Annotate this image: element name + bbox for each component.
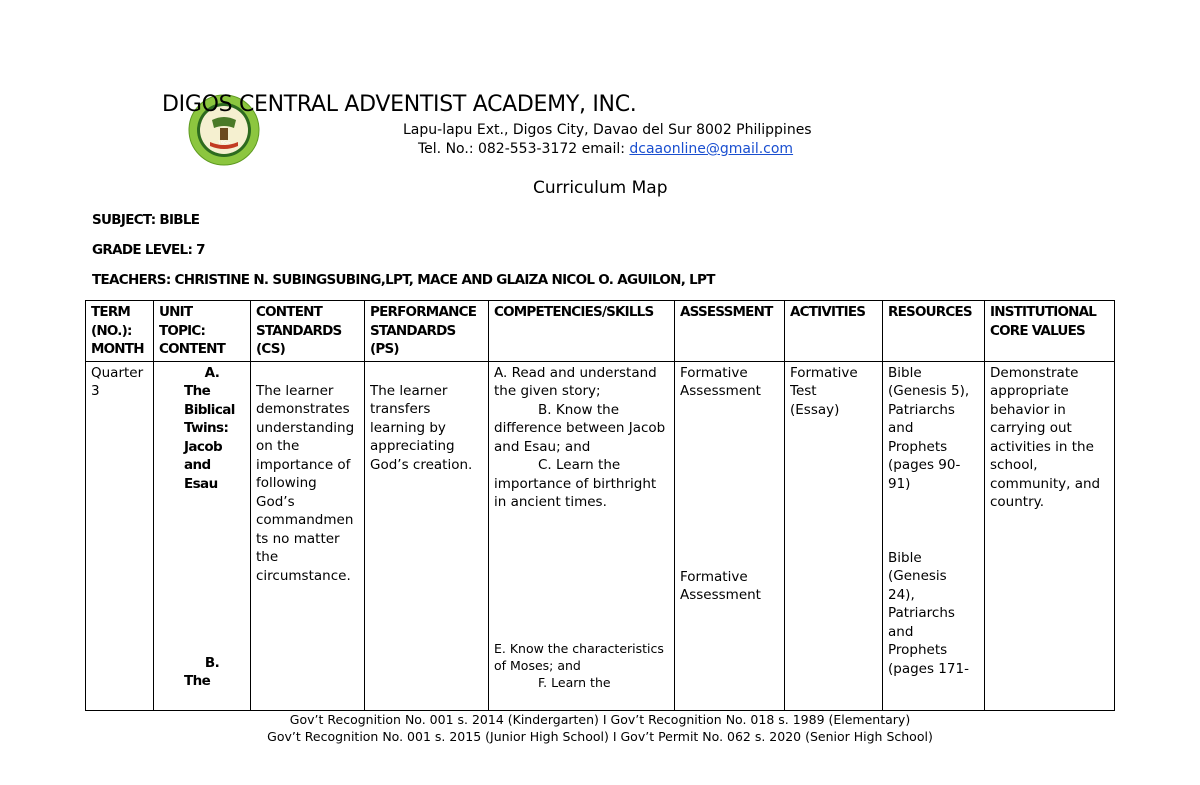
topic-b-title [184,672,210,690]
text-line: appreciating [370,438,455,454]
document-title: Curriculum Map [533,178,668,198]
header-unit-topic [154,301,251,362]
text-line: on the [256,438,300,454]
cell-term: Quarter 3 [86,361,154,710]
text-line: Esau [184,475,218,492]
text-line: Twins: [184,420,229,436]
assessment-1 [680,364,779,401]
text-line: appropriate [990,383,1069,399]
footer-recognition-line-1: Gov’t Recognition No. 001 s. 2014 (Kindergarten) I Gov’t Recognition No. 018 s. 1989 (Elementary) [289,712,911,727]
text-line: (Genesis 5), [888,383,970,399]
topic-a-letter: A. [204,364,220,381]
text-line: learning by [370,419,446,436]
cell-resources [883,361,985,710]
text-line: ts no matter [256,530,340,547]
text-line: The [184,383,211,399]
text-line: Patriarchs [888,605,955,621]
text-line: Biblical [184,401,235,418]
text-line: Prophets [888,642,948,658]
text-line: (Genesis [888,568,947,584]
text-line: school, [990,457,1038,473]
text-line: God’s [256,493,295,510]
text-line: UNIT [159,304,193,320]
text-line: The learner [370,382,448,399]
school-address: Lapu-lapu Ext., Digos City, Davao del Sur 8002 Philippines [403,122,812,138]
text-line: (pages 90- [888,457,961,473]
text-line: behavior in [990,401,1066,418]
cell-performance-standard [365,361,489,710]
text-line: Formative [680,568,748,585]
text-line: The [184,672,211,689]
header-resources [883,301,985,362]
text-line: MONTH [91,341,144,357]
competency-f: F. Learn the [538,674,611,690]
header-performance-standards [365,301,489,362]
text-line: demonstrates [256,401,350,417]
assessment-2 [680,568,761,605]
text-line: TOPIC: [159,322,206,339]
resources-2 [888,549,969,679]
text-line: activities in the [990,438,1094,455]
text-line: commandmen [256,512,354,528]
text-line: INSTITUTIONAL [990,304,1097,320]
cell-unit-topic [154,361,251,710]
text-line: (CS) [256,341,286,357]
header-core-values [985,301,1115,362]
svg-text:1956: 1956 [217,140,231,147]
text-line: The learner [256,382,334,399]
teachers-label: TEACHERS: CHRISTINE N. SUBINGSUBING,LPT, MACE AND GLAIZA NICOL O. AGUILON, LPT [92,272,715,288]
text-line: (pages 171- [888,660,969,677]
cell-core-values [985,361,1115,710]
competency-a: A. Read and understand the given story; [494,364,657,399]
subject-label: SUBJECT: BIBLE [92,212,200,228]
text-line: Demonstrate [990,364,1079,381]
text-line: PERFORMANCE [370,304,477,320]
text-line: following [256,475,317,491]
text-line: CONTENT [256,304,323,320]
text-line: importance of [256,456,351,473]
cell-content-standard [251,361,365,710]
topic-a-title [159,382,245,493]
text-line: carrying out [990,420,1072,436]
header-activities [785,301,883,362]
header-assessment [675,301,785,362]
text-line: STANDARDS [256,322,342,339]
text-line: Bible [888,364,922,381]
text-line: the [256,549,279,565]
text-line: Jacob [184,438,223,455]
header-competencies [489,301,675,362]
text-line: CORE VALUES [990,322,1085,339]
competency-e: E. Know the characteristics of Moses; and [494,640,664,673]
text-line: Assessment [680,587,761,603]
text-line: RESOURCES [888,304,972,320]
text-line: COMPETENCIES/SKILLS [494,304,654,320]
text-line: 91) [888,475,911,492]
text-line: and [888,623,914,640]
text-line: Formative [680,364,748,381]
text-line: Patriarchs [888,401,955,418]
grade-level-label: GRADE LEVEL: 7 [92,242,205,258]
table-row [86,361,1115,710]
header-content-standards [251,301,365,362]
resources-1 [888,364,979,494]
text-line: ASSESSMENT [680,304,773,320]
text-line: circumstance. [256,567,351,584]
text-line: transfers [370,401,431,417]
header-term [86,301,154,362]
text-line: Test [790,383,817,399]
curriculum-map-table [85,300,1115,711]
text-line: country. [990,494,1044,510]
text-line: Prophets [888,438,948,455]
text-line: TERM [91,304,131,320]
text-line: (Essay) [790,401,840,418]
text-line: and [888,420,914,436]
email-link[interactable]: dcaaonline@gmail.com [629,141,794,157]
cell-competencies [489,361,675,710]
footer-recognition-line-2: Gov’t Recognition No. 001 s. 2015 (Junior High School) I Gov’t Permit No. 062 s. 2020 (Senior High School) [267,729,933,744]
competency-b: B. Know the difference between Jacob and Esau; and [494,401,666,455]
cell-activities [785,361,883,710]
topic-b-letter: B. [204,654,220,671]
text-line: and [184,457,211,473]
contact-prefix: Tel. No.: 082-553-3172 email: [418,141,630,157]
text-line: understanding [256,419,355,436]
text-line: (PS) [370,341,399,357]
cell-assessment [675,361,785,710]
text-line: Assessment [680,383,761,399]
text-line: ACTIVITIES [790,304,866,320]
text-line: community, and [990,475,1101,492]
text-line: Formative [790,364,858,381]
text-line: 24), [888,586,915,603]
school-name: DIGOS CENTRAL ADVENTIST ACADEMY, INC. [162,92,637,117]
competency-c: C. Learn the importance of birthright in ancient times. [494,457,657,510]
text-line: Bible [888,549,922,566]
school-contact [418,141,793,157]
text-line: CONTENT [159,341,226,357]
table-header-row [86,301,1115,362]
text-line: STANDARDS [370,322,456,339]
text-line: (NO.): [91,322,132,339]
text-line: God’s creation. [370,456,473,473]
